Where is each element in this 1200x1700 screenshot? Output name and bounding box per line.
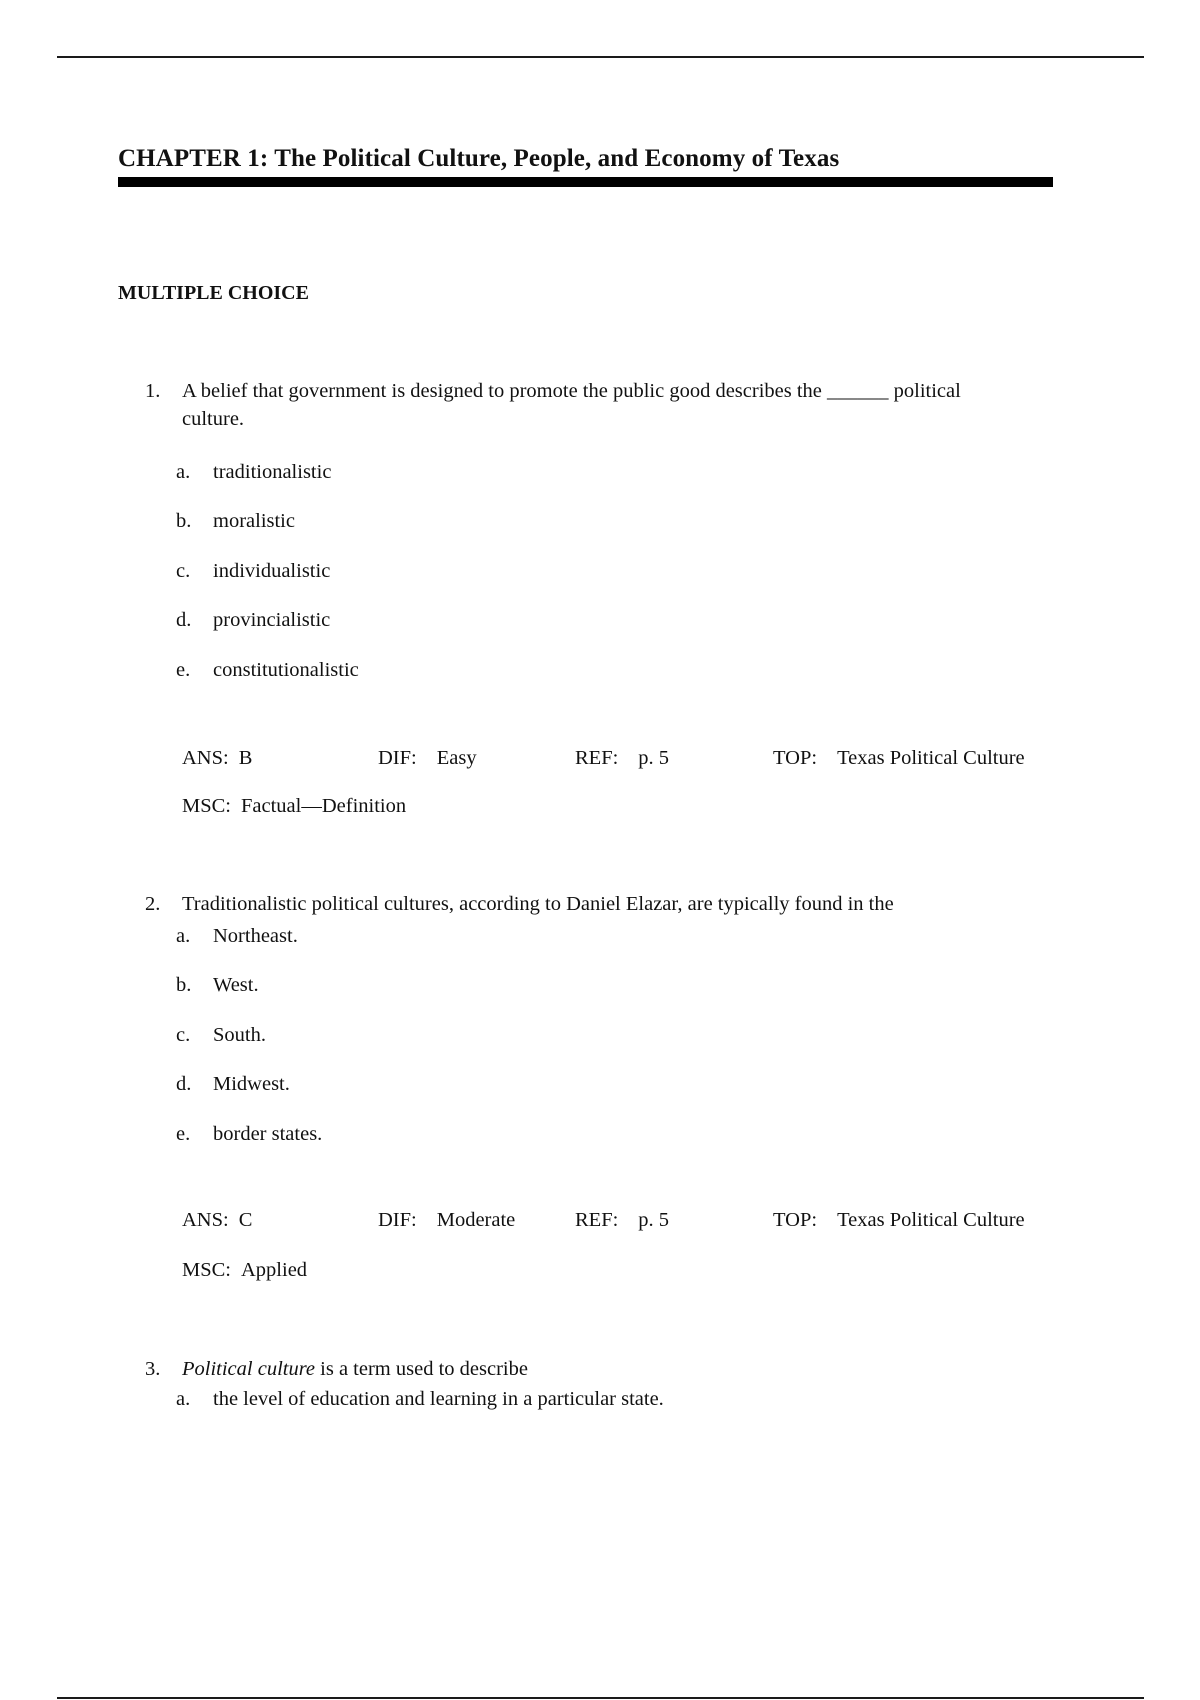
reference-field [575,744,669,773]
option-text: provincialistic [213,609,331,631]
reference-value: p. 5 [638,1209,670,1231]
msc-value: Factual—Definition [241,795,407,817]
chapter-title: CHAPTER 1: The Political Culture, People, and Economy of Texas [118,145,840,172]
topic-label: TOP: [773,747,818,769]
answer-label: ANS: [182,747,229,769]
option-text: Northeast. [213,925,298,947]
reference-label: REF: [575,1209,619,1231]
option-letter: c. [176,560,191,582]
msc-field [182,1256,307,1285]
option-letter: b. [176,510,192,532]
topic-label: TOP: [773,1209,818,1231]
question-stem-line: A belief that government is designed to promote the public good describes the ______ political [182,380,961,402]
question-number: 1. [145,380,161,402]
option-letter: d. [176,1073,192,1095]
question-stem-line: Traditionalistic political cultures, according to Daniel Elazar, are typically found in the [182,893,894,915]
answer-field [182,744,252,773]
msc-label: MSC: [182,795,231,817]
topic-field [773,1206,1025,1235]
option-letter: a. [176,1388,191,1410]
reference-label: REF: [575,747,619,769]
option-letter: c. [176,1024,191,1046]
msc-field [182,792,406,821]
option-letter: e. [176,659,191,681]
option-text: South. [213,1024,266,1046]
option-letter: e. [176,1123,191,1145]
question-number: 3. [145,1358,161,1380]
option-letter: a. [176,925,191,947]
option-letter: d. [176,609,192,631]
option-text: moralistic [213,510,295,532]
chapter-title-underline [118,177,1053,187]
option-letter: b. [176,974,192,996]
difficulty-value: Moderate [436,1209,516,1231]
bottom-page-rule [57,1697,1144,1699]
reference-field [575,1206,669,1235]
difficulty-field [378,744,477,773]
option-text: West. [213,974,259,996]
option-text: traditionalistic [213,461,332,483]
difficulty-label: DIF: [378,1209,417,1231]
msc-value: Applied [241,1259,308,1281]
topic-value: Texas Political Culture [837,1209,1025,1231]
option-text: Midwest. [213,1073,290,1095]
reference-value: p. 5 [638,747,670,769]
topic-field [773,744,1025,773]
difficulty-label: DIF: [378,747,417,769]
question-number: 2. [145,893,161,915]
section-heading: MULTIPLE CHOICE [118,282,309,304]
msc-label: MSC: [182,1259,231,1281]
question-stem-line: culture. [182,408,245,430]
question-stem-italic-term: Political culture [182,1358,316,1380]
option-text: the level of education and learning in a particular state. [213,1388,664,1410]
answer-value: C [238,1209,253,1231]
option-letter: a. [176,461,191,483]
answer-value: B [238,747,253,769]
question-stem-rest: is a term used to describe [315,1358,528,1380]
option-text: border states. [213,1123,323,1145]
top-page-rule [57,56,1144,58]
option-text: constitutionalistic [213,659,359,681]
topic-value: Texas Political Culture [837,747,1025,769]
difficulty-value: Easy [436,747,477,769]
difficulty-field [378,1206,515,1235]
answer-label: ANS: [182,1209,229,1231]
option-text: individualistic [213,560,331,582]
answer-field [182,1206,252,1235]
question-stem-line [182,1355,1032,1384]
